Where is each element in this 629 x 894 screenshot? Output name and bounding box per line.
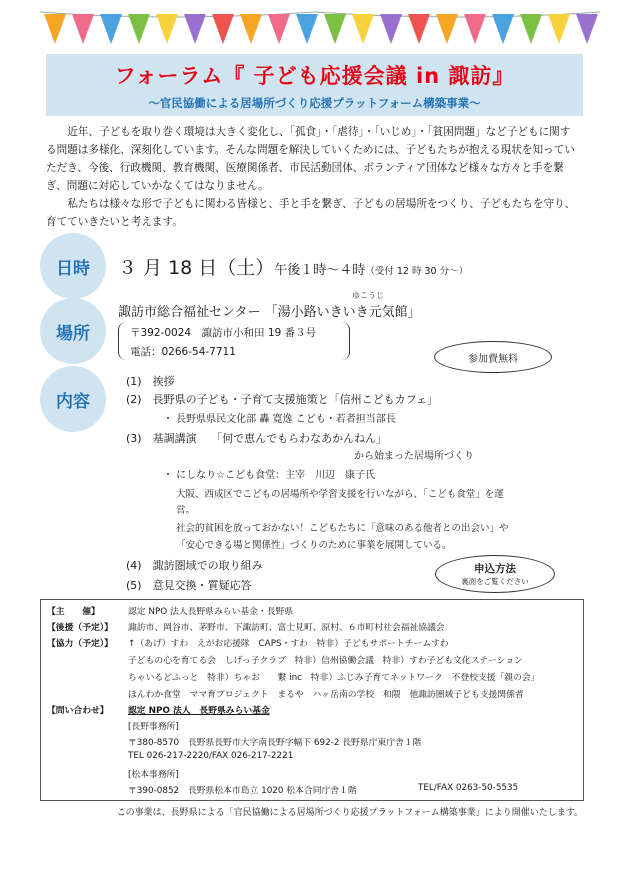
matsumoto-office-tel: TEL/FAX 0263-50-5535 (418, 783, 519, 793)
contact-label: 【問い合わせ】 (47, 706, 109, 716)
bunting-flag (44, 14, 66, 44)
nagano-office-tel: TEL 026-217-2220/FAX 026-217-2221 (128, 751, 294, 761)
bunting-flag (492, 14, 514, 44)
program-item-5: (5) 意見交換・質疑応答 (126, 579, 252, 592)
page-subtitle: ～官民協働による居場所づくり応援プラットフォーム構築事業～ (148, 96, 481, 110)
application-badge (435, 555, 555, 593)
bunting-flag (268, 14, 290, 44)
intro-paragraph-2: 私たちは様々な形で子どもに関わる皆様と、手と手を繋ぎ、子どもの居場所をつくり、子どもたちを守り、育てていきたいと考えます。 (46, 198, 576, 228)
bunting-decoration (0, 0, 629, 52)
event-date (118, 253, 468, 280)
program-item-2: (2) 長野県の子ども・子育て支援施策と「信州こどもカフェ」 (126, 393, 439, 406)
bunting-flag (352, 14, 374, 44)
intro-paragraph-1: 近年、子どもを取り巻く環境は大きく変化し、「孤食」・「虐待」・「いじめ」・「貧困問題」など子どもに関する問題は多様化、深刻化しています。そんな問題を解決していくためには、子どもたちが抱える現状を知っていただき、今後、行政機関、教育機関、医療関係者、市民活動団体、ボランティア団体など様々な方々と手を繋ぎ、問題に対応していかなくてはなりません。 (46, 126, 575, 192)
event-time: 午後１時～４時 (274, 263, 366, 278)
nagano-office-label: [長野事務所] (128, 722, 179, 732)
cooperation-line-1: ↑（あげ）すわ えがお応援隊 CAPS・すわ 特非）子どもサポートチームすわ (128, 639, 449, 649)
program-item-3-continued: から始まった居場所づくり (354, 451, 474, 462)
bunting-flag (128, 14, 150, 44)
cooperation-label: 【協力（予定）】 (47, 639, 113, 649)
program-item-2-speaker: ・ 長野県県民文化部 轟 寛逸 こども・若者担当部長 (163, 414, 396, 425)
bunting-flag (324, 14, 346, 44)
bunting-flag (156, 14, 178, 44)
matsumoto-office-label: [松本事務所] (128, 770, 179, 780)
footer-note: この事業は、長野県による「官民協働による居場所づくり応援プラットフォーム構築事業」により開催いたします。 (116, 808, 583, 818)
nagano-office-address: 〒380-8570 長野県長野市大字南長野字幅下 692-2 長野県庁東庁舎１階 (128, 738, 422, 748)
venue-ruby: ゆこうじ (352, 291, 384, 300)
venue-phone: 電話：0266-54-7711 (130, 346, 236, 358)
bunting-flag (548, 14, 570, 44)
bunting-flag (408, 14, 430, 44)
speaker-description-1: 大阪、西成区でこどもの居場所や学習支援を行いながら、「こども食堂」を運 (176, 489, 504, 500)
place-label-circle: 場所 (40, 298, 106, 364)
cooperation-line-3: ちゃいるどふっと 特非）ちゃお 繋 inc 特非）ふじみ子育てネットワーク 不登校支援「親の会」 (128, 673, 540, 683)
organizer: 認定 NPO 法人長野県みらい基金・長野県 (128, 607, 294, 617)
support-orgs: 諏訪市、岡谷市、茅野市、下諏訪町、富士見町、原村、６市町村社会福祉協議会 (128, 623, 445, 633)
venue-name: 諏訪市総合福祉センター 「湯小路いきいき元気館」 (118, 305, 421, 320)
contact-organization: 認定 NPO 法人 長野県みらい基金 (128, 706, 270, 716)
speaker-description-4: 「安心できる場と関係性」づくりのために事業を展開している。 (176, 540, 452, 551)
support-label: 【後援（予定）】 (47, 623, 113, 633)
program-item-3-speaker: ・ にしなり☆こども食堂：主宰 川辺 康子氏 (163, 470, 376, 481)
matsumoto-office-address: 〒390-0852 長野県松本市島立 1020 松本合同庁舎１階 (128, 786, 357, 796)
bunting-flag (184, 14, 206, 44)
date-label-circle: 日時 (40, 233, 106, 299)
organizer-label: 【主 催】 (47, 607, 100, 617)
speaker-description-2: 営。 (176, 505, 196, 516)
program-item-3: (3) 基調講演 「何で恵んでもらわなあかんねん」 (126, 432, 388, 445)
venue-address: 〒392-0024 諏訪市小和田 19 番３号 (130, 327, 317, 339)
bunting-flag (520, 14, 542, 44)
bunting-flag (380, 14, 402, 44)
bunting-flag (72, 14, 94, 44)
bunting-flag (464, 14, 486, 44)
application-badge-title: 申込方法 (474, 563, 516, 575)
program-item-4: (4) 諏訪圏域での取り組み (126, 559, 263, 572)
bunting-flag (212, 14, 234, 44)
cooperation-line-2: 子どもの心を育てる会 しげっ子クラブ 特非）信州協働会議 特非）すわ子ども文化ステーション (128, 656, 523, 666)
bunting-rope (40, 12, 600, 17)
intro-text (46, 123, 576, 231)
bunting-flag (240, 14, 262, 44)
cooperation-line-4: ほんわか食堂 ママ育プロジェクト まるや ハヶ岳南の学校 和隈 他諏訪圏域子ども支援関係者 (128, 690, 524, 700)
bunting-flag (296, 14, 318, 44)
program-item-1: (1) 挨拶 (126, 375, 175, 388)
application-badge-note: 裏面をご覧ください (461, 577, 529, 586)
bunting-flag (576, 14, 598, 44)
event-date-main: ３ 月 18 日（土） (118, 257, 275, 279)
content-label-circle: 内容 (40, 366, 106, 432)
event-reception: （受付 12 時 30 分～） (365, 266, 469, 277)
bunting-flag (436, 14, 458, 44)
speaker-description-3: 社会的貧困を放っておかない！こどもたちに「意味のある他者との出会い」や (176, 523, 509, 534)
page-title: フォーラム『 子ども応援会議 in 諏訪』 (114, 64, 515, 88)
bunting-flag (100, 14, 122, 44)
free-admission-badge: 参加費無料 (434, 341, 552, 373)
